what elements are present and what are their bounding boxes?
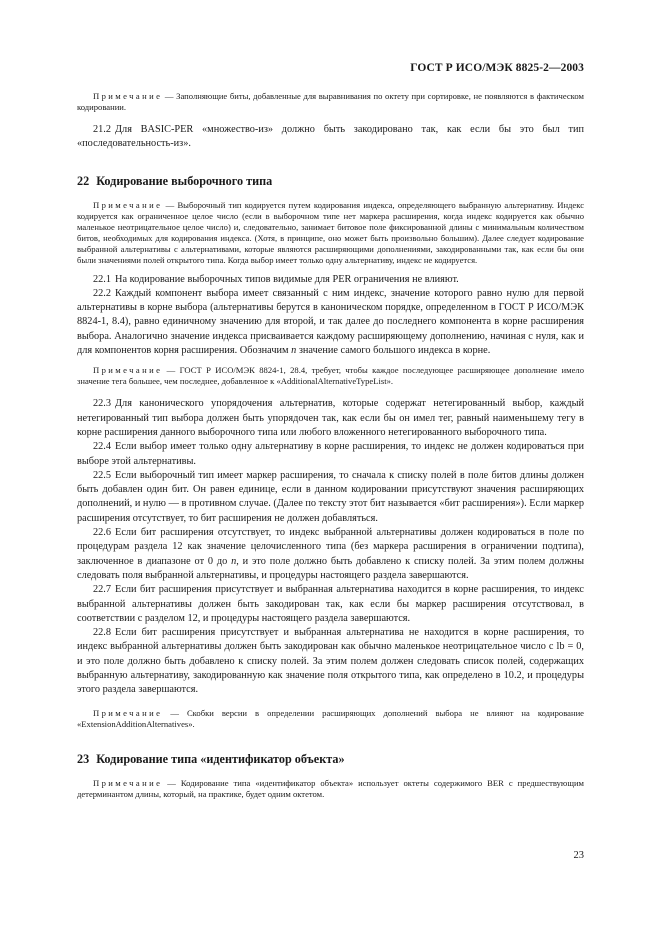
note-22-2: Примечание — ГОСТ Р ИСО/МЭК 8824-1, 28.4, требует, чтобы каждое последующее расширяющее дополнение имело значение тега большее, чем последнее, добавленное к «AdditionalAlternativeTypeList». xyxy=(77,365,584,387)
paragraph-22-2: 22.2 Каждый компонент выбора имеет связанный с ним индекс, значение которого равно нулю для первой альтернативы в корне выбора (альтернативы берутся в каноническом порядке, определенном в ГОСТ Р ИСО/МЭК 8824-1, 8.4), равно единичному значению для второй, и так далее до последнего компонента в корне расширения выбора. Аналогично значение индекса присваивается каждому расширяющему дополнению, начиная с нуля, как и для компонентов корня расширения. Обозначим n значение самого большого индекса в корне. xyxy=(77,287,584,357)
paragraph-22-8: 22.8 Если бит расширения присутствует и выбранная альтернатива не находится в корне расширения, то индекс выбранной альтернативы должен быть закодирован как обычно маленькое неотрицательное число с lb = 0, и это поле должно быть добавлено к списку полей. За этим полем должен следовать список полей, содержащих выбранную альтернативу, закодированную как значение поля открытого типа, как определено в 10.2, и процедуры этого раздела завершаются. xyxy=(77,627,584,696)
note-label: Примечание xyxy=(93,199,163,210)
note-label: Примечание xyxy=(93,707,163,718)
section-22-heading: 22 Кодирование выборочного типа xyxy=(77,173,273,188)
note-label: Примечание xyxy=(93,365,163,376)
note-top: Примечание — Заполняющие биты, добавленные для выравнивания по октету при сортировке, не появляются в фактическом кодировании. xyxy=(77,91,584,112)
paragraph-21-2: 21.2 Для BASIC-PER «множество-из» должно быть закодировано так, как если бы это был тип «последовательность-из». xyxy=(77,124,584,150)
note-23: Примечание — Кодирование типа «идентификатор объекта» использует октеты содержимого BER с предшествующим детерминантом длины, который, на практике, будет одним октетом. xyxy=(77,777,584,799)
section-23-heading: 23 Кодирование типа «идентификатор объекта» xyxy=(77,751,345,766)
note-22: Примечание — Выборочный тип кодируется путем кодирования индекса, определяющего выбранную альтернативу. Индекс кодируется как ограниченное целое число (если в выборочном типе нет маркера расширения, когда индекс кодируется как обычно маленькое неотрицательное целое число) и, следовательно, занимает битовое поле фиксированной длины с минимальным количеством битов, необходимых для кодирования индекса. (Хотя, в принципе, оно может быть произвольно большим). Далее следует кодирование выбранной альтернативы с альтернативами, которые являются расширяющими дополнениями, закодированными так, как если бы они были значениями полей открытого типа. Когда выбор имеет только одну альтернативу, индекс не кодируется. xyxy=(77,199,585,265)
note-22-8: Примечание — Скобки версии в определении расширяющих дополнений выбора не влияют на кодирование «ExtensionAdditionAlternatives». xyxy=(77,707,584,729)
paragraph-22-4: 22.4 Если выбор имеет только одну альтернативу в корне расширения, то индекс не должен кодироваться при выборе этой альтернативы. xyxy=(77,441,584,467)
paragraph-22-7: 22.7 Если бит расширения присутствует и выбранная альтернатива находится в корне расширения, то индекс выбранной альтернативы должен быть закодирован так, как если бы маркер расширения отсутствовал, в соответствии с разделом 12, и процедуры настоящего раздела завершаются. xyxy=(77,584,584,624)
paragraph-22-5: 22.5 Если выборочный тип имеет маркер расширения, то сначала к списку полей в поле битов длины должен быть добавлен один бит. Он равен единице, если в данном кодировании присутствуют значения расширяющих дополнений, и нулю — в противном случае. (Далее по тексту этот бит называется «бит расширения»). Если маркер расширения отсутствует, то бит расширения не должен добавляться. xyxy=(77,469,584,524)
page-number: 23 xyxy=(573,850,584,861)
paragraph-22-6: 22.6 Если бит расширения отсутствует, то индекс выбранной альтернативы должен кодироваться в поле по процедурам раздела 12 как значение целочисленного типа (без маркера расширения в ограничении подтипа), заключенное в диапазоне от 0 до n, и это поле должно быть добавлено к списку полей. За этим полем должны следовать поля выбранной альтернативы, и процедуры настоящего раздела завершаются. xyxy=(77,527,584,581)
page-content xyxy=(77,91,584,800)
paragraph-22-3: 22.3 Для канонического упорядочения альтернатив, которые содержат нетегированный выбор, каждый нетегированный тип выбора должен быть упорядочен так, как если бы он имел тег, равный наименьшему тегу в корне расширения данного выборочного типа или любого вложенного нетегированного выборочного типа. xyxy=(77,398,584,438)
standard-header: ГОСТ Р ИСО/МЭК 8825-2—2003 xyxy=(410,62,584,74)
paragraph-22-1: 22.1 На кодирование выборочных типов видимые для PER ограничения не влияют. xyxy=(93,273,459,285)
note-label: Примечание xyxy=(93,777,163,788)
note-label: Примечание xyxy=(93,91,163,101)
